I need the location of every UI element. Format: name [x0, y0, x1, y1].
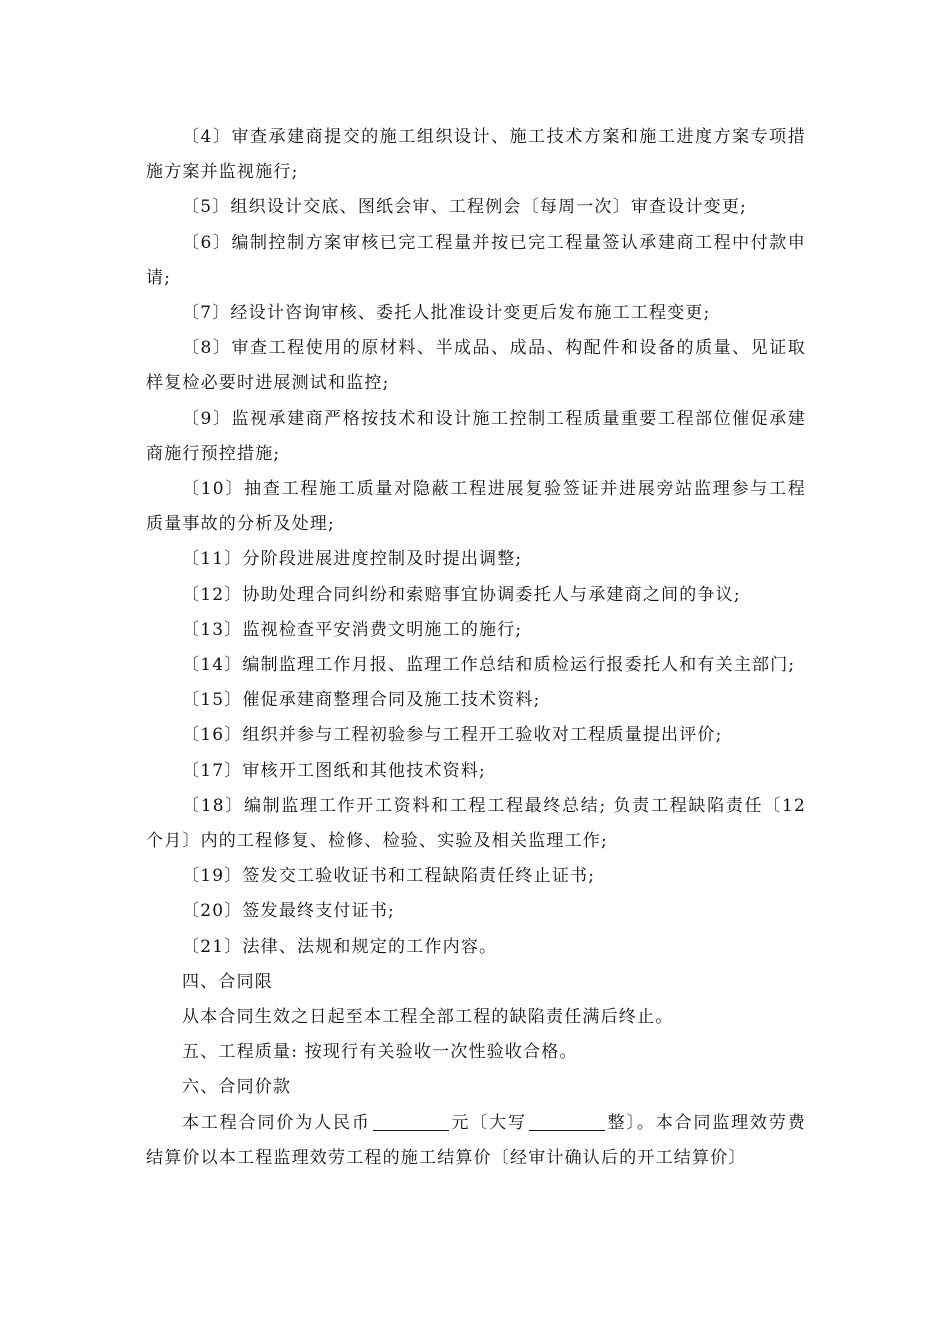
- price-text-part-2: 元〔大写: [450, 1112, 527, 1133]
- paragraph-item-4: 〔4〕审查承建商提交的施工组织设计、施工技术方案和施工进度方案专项措施方案并监视施行;: [146, 127, 806, 183]
- paragraph-item-5: 〔5〕组织设计交底、图纸会审、工程例会〔每周一次〕审查设计变更;: [182, 197, 747, 218]
- paragraph-item-17: 〔17〕审核开工图纸和其他技术资料;: [182, 760, 486, 781]
- paragraph-item-16: 〔16〕组织并参与工程初验参与工程开工验收对工程质量提出评价;: [182, 725, 723, 746]
- section-heading-price: 六、合同价款: [182, 1077, 292, 1098]
- price-text-part-1: 本工程合同价为人民币: [182, 1112, 371, 1133]
- paragraph-item-14: 〔14〕编制监理工作月报、监理工作总结和质检运行报委托人和有关主部门;: [182, 655, 796, 676]
- paragraph-contract-period: 从本合同生效之日起至本工程全部工程的缺陷责任满后终止。: [182, 1007, 674, 1028]
- paragraph-item-19: 〔19〕签发交工验收证书和工程缺陷责任终止证书;: [182, 866, 596, 887]
- paragraph-item-18: 〔18〕编制监理工作开工资料和工程工程最终总结; 负责工程缺陷责任〔12个月〕内的工程修复、检修、检验、实验及相关监理工作;: [146, 795, 806, 852]
- price-text-part-3: 整〕。本合同监理效劳费结算价以本工程监理效劳工程的施工结算价〔经审计确认后的开工结算价〕: [146, 1112, 807, 1168]
- amount-words-blank-line: [529, 1112, 605, 1131]
- amount-blank-line: [373, 1112, 449, 1131]
- paragraph-item-7: 〔7〕经设计咨询审核、委托人批准设计变更后发布施工工程变更;: [182, 303, 711, 324]
- paragraph-item-12: 〔12〕协助处理合同纠纷和索赔事宜协调委托人与承建商之间的争议;: [182, 584, 741, 605]
- document-body: [146, 120, 806, 1176]
- section-heading-quality: 五、工程质量: 按现行有关验收一次性验收合格。: [182, 1042, 578, 1063]
- paragraph-contract-price: [146, 1106, 806, 1176]
- paragraph-item-21: 〔21〕法律、法规和规定的工作内容。: [182, 936, 498, 957]
- paragraph-item-10: 〔10〕抽查工程施工质量对隐蔽工程进展复验签证并进展旁站监理参与工程质量事故的分析及处理;: [146, 479, 806, 535]
- paragraph-item-6: 〔6〕编制控制方案审核已完工程量并按已完工程量签认承建商工程中付款申请;: [146, 232, 806, 288]
- paragraph-item-20: 〔20〕签发最终支付证书;: [182, 901, 395, 922]
- paragraph-item-15: 〔15〕催促承建商整理合同及施工技术资料;: [182, 690, 541, 711]
- paragraph-item-13: 〔13〕监视检查平安消费文明施工的施行;: [182, 619, 523, 640]
- paragraph-item-11: 〔11〕分阶段进展进度控制及时提出调整;: [182, 549, 523, 570]
- paragraph-item-9: 〔9〕监视承建商严格按技术和设计施工控制工程质量重要工程部位催促承建商施行预控措施;: [146, 408, 806, 464]
- paragraph-item-8: 〔8〕审查工程使用的原材料、半成品、成品、构配件和设备的质量、见证取样复检必要时进展测试和监控;: [146, 338, 806, 394]
- section-heading-contract-period: 四、合同限: [182, 971, 273, 992]
